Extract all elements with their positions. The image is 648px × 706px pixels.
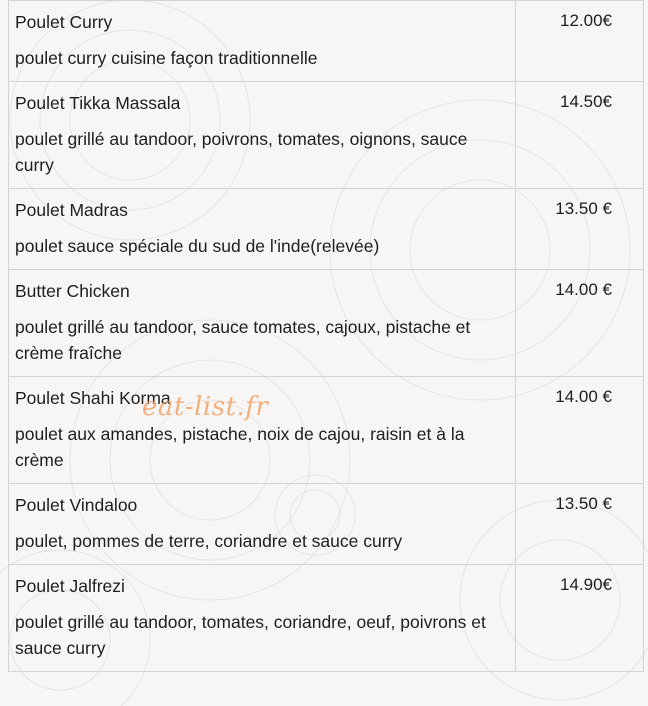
dish-cell	[9, 82, 516, 189]
dish-price: 14.00 €	[516, 377, 644, 484]
watermark: eat-list.fr	[142, 392, 269, 422]
dish-price: 12.00€	[516, 1, 644, 82]
menu-item-row	[9, 377, 644, 484]
dish-price: 14.50€	[516, 82, 644, 189]
dish-description: poulet grillé au tandoor, tomates, coriandre, oeuf, poivrons et sauce curry	[15, 612, 486, 658]
dish-name: Poulet Shahi Korma	[15, 388, 171, 408]
dish-cell	[9, 1, 516, 82]
menu-item-row	[9, 270, 644, 377]
dish-description: poulet grillé au tandoor, poivrons, tomates, oignons, sauce curry	[15, 129, 468, 175]
menu-table	[8, 0, 644, 672]
menu-item-row	[9, 565, 644, 672]
dish-cell	[9, 565, 516, 672]
dish-cell	[9, 270, 516, 377]
dish-name: Poulet Tikka Massala	[15, 93, 181, 113]
menu-item-row	[9, 1, 644, 82]
dish-price: 13.50 €	[516, 189, 644, 270]
dish-price: 14.00 €	[516, 270, 644, 377]
dish-description: poulet sauce spéciale du sud de l'inde(relevée)	[15, 236, 380, 256]
dish-name: Poulet Curry	[15, 12, 113, 32]
menu-item-row	[9, 189, 644, 270]
dish-name: Poulet Jalfrezi	[15, 576, 125, 596]
dish-cell	[9, 484, 516, 565]
menu-item-row	[9, 82, 644, 189]
dish-name: Butter Chicken	[15, 281, 130, 301]
dish-price: 13.50 €	[516, 484, 644, 565]
dish-description: poulet aux amandes, pistache, noix de cajou, raisin et à la crème	[15, 424, 465, 470]
dish-name: Poulet Madras	[15, 200, 128, 220]
menu-item-row	[9, 484, 644, 565]
dish-name: Poulet Vindaloo	[15, 495, 138, 515]
dish-price: 14.90€	[516, 565, 644, 672]
dish-description: poulet grillé au tandoor, sauce tomates, cajoux, pistache et crème fraîche	[15, 317, 471, 363]
dish-description: poulet, pommes de terre, coriandre et sauce curry	[15, 531, 403, 551]
dish-description: poulet curry cuisine façon traditionnelle	[15, 48, 318, 68]
dish-cell	[9, 189, 516, 270]
